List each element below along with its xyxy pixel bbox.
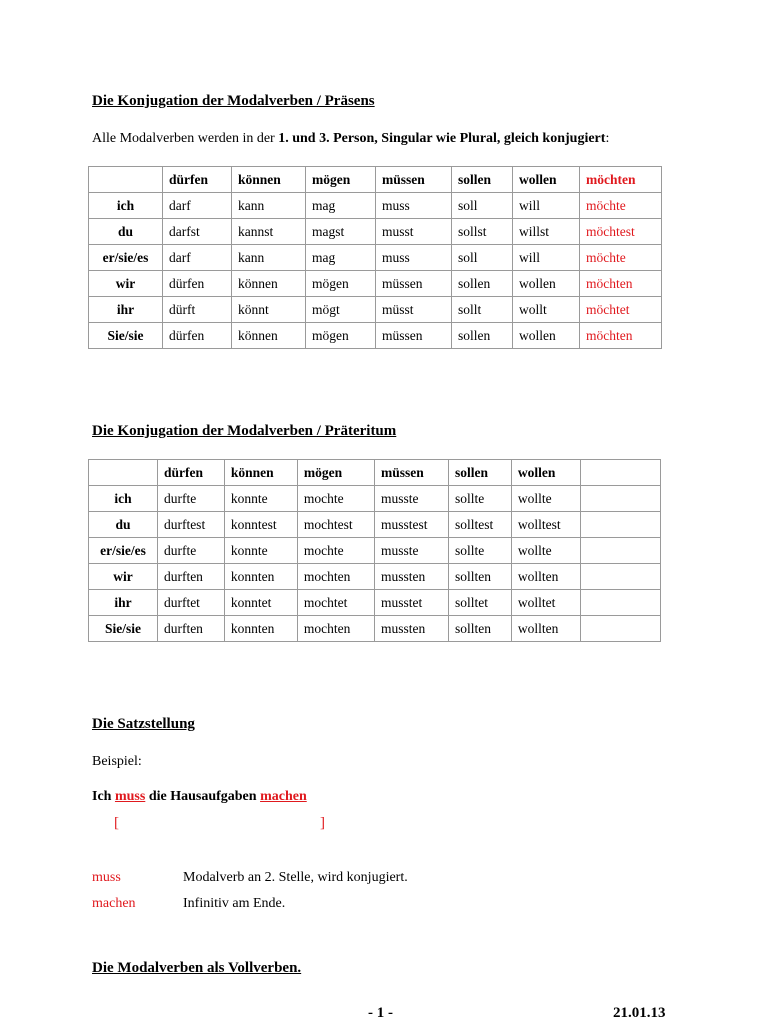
table-row <box>89 297 662 323</box>
pronoun-cell: du <box>89 512 158 538</box>
table-cell: konnte <box>224 486 297 512</box>
intro-pre: Alle Modalverben werden in der <box>92 131 279 146</box>
table-cell: sollt <box>452 297 513 323</box>
header-cell <box>89 460 158 486</box>
header-cell <box>580 460 660 486</box>
table-row <box>89 538 661 564</box>
table-cell: mögt <box>306 297 376 323</box>
table-cell: dürfen <box>163 323 232 349</box>
header-cell: müssen <box>376 167 452 193</box>
table-cell: wolltet <box>511 590 580 616</box>
table-row <box>89 486 661 512</box>
table-cell: kannst <box>232 219 306 245</box>
pronoun-cell: er/sie/es <box>89 538 158 564</box>
table-row <box>89 590 661 616</box>
note-term-muss: muss <box>92 870 121 885</box>
table-cell: mögen <box>306 271 376 297</box>
table-cell: will <box>513 245 580 271</box>
table-cell: möchtet <box>580 297 662 323</box>
table-cell: magst <box>306 219 376 245</box>
header-cell: können <box>232 167 306 193</box>
pronoun-cell: ich <box>89 193 163 219</box>
table-row <box>89 219 662 245</box>
table-cell: musste <box>374 486 448 512</box>
table-cell: musst <box>376 219 452 245</box>
table-cell: wollen <box>513 271 580 297</box>
table-row <box>89 193 662 219</box>
header-cell: wollen <box>513 167 580 193</box>
pronoun-cell: wir <box>89 564 158 590</box>
pronoun-cell: ihr <box>89 297 163 323</box>
table-cell: darf <box>163 245 232 271</box>
sentence-word-muss: muss <box>114 789 146 804</box>
table-cell: müssen <box>376 323 452 349</box>
header-cell: wollen <box>511 460 580 486</box>
header-cell: dürfen <box>157 460 224 486</box>
table-cell: sollte <box>448 486 511 512</box>
table-cell: möchtest <box>580 219 662 245</box>
table-cell: will <box>513 193 580 219</box>
table-row <box>89 616 661 642</box>
table-cell: mochtet <box>297 590 374 616</box>
table-cell: sollen <box>452 323 513 349</box>
table-cell: mussten <box>374 564 448 590</box>
header-cell: sollen <box>448 460 511 486</box>
praesens-table <box>88 166 662 349</box>
table-cell: sollen <box>452 271 513 297</box>
table-cell: konntet <box>224 590 297 616</box>
table-cell: mögen <box>306 323 376 349</box>
pronoun-cell: er/sie/es <box>89 245 163 271</box>
section-title-praeteritum: Die Konjugation der Modalverben / Präteritum <box>92 423 397 439</box>
table-cell: sollten <box>448 616 511 642</box>
intro-bold: 1. und 3. Person, Singular wie Plural, gleich konjugiert <box>278 131 606 146</box>
table-row <box>89 271 662 297</box>
header-cell: müssen <box>374 460 448 486</box>
table-cell: wollt <box>513 297 580 323</box>
table-cell: wollen <box>513 323 580 349</box>
table-cell: mochte <box>297 538 374 564</box>
table-cell: dürfen <box>163 271 232 297</box>
header-cell: sollen <box>452 167 513 193</box>
table-cell: muss <box>376 193 452 219</box>
table-cell: sollst <box>452 219 513 245</box>
example-label: Beispiel: <box>92 754 142 769</box>
table-cell: mochte <box>297 486 374 512</box>
header-cell: mögen <box>306 167 376 193</box>
table-cell: durftest <box>157 512 224 538</box>
table-cell: konntest <box>224 512 297 538</box>
table-cell: mag <box>306 245 376 271</box>
table-cell <box>580 486 660 512</box>
table-cell: mochtest <box>297 512 374 538</box>
header-cell: dürfen <box>163 167 232 193</box>
table-cell: wollten <box>511 616 580 642</box>
table-cell: mochten <box>297 616 374 642</box>
sentence-word-hausaufgaben: die Hausaufgaben <box>148 789 257 804</box>
sentence-word-machen: machen <box>260 789 307 804</box>
table-cell: wolltest <box>511 512 580 538</box>
page-number: - 1 - <box>368 1005 393 1021</box>
table-cell: durften <box>157 616 224 642</box>
table-cell: soll <box>452 245 513 271</box>
table-cell: konnten <box>224 564 297 590</box>
table-row <box>89 512 661 538</box>
table-cell: durfte <box>157 538 224 564</box>
table-cell: möchten <box>580 271 662 297</box>
table-cell: musstet <box>374 590 448 616</box>
bracket-open: [ <box>114 815 119 831</box>
note-desc-machen: Infinitiv am Ende. <box>183 896 286 911</box>
table-row <box>89 564 661 590</box>
bracket-close: ] <box>320 815 325 831</box>
table-cell: kann <box>232 245 306 271</box>
table-cell: mag <box>306 193 376 219</box>
header-cell: mögen <box>297 460 374 486</box>
table-cell: möchte <box>580 193 662 219</box>
section-title-satzstellung: Die Satzstellung <box>92 716 195 732</box>
table-cell: müsst <box>376 297 452 323</box>
pronoun-cell: du <box>89 219 163 245</box>
table-cell: kann <box>232 193 306 219</box>
intro-post: : <box>605 131 610 146</box>
sentence-word-ich: Ich <box>92 789 112 804</box>
header-cell <box>89 167 163 193</box>
table-cell: möchten <box>580 323 662 349</box>
table-cell: müssen <box>376 271 452 297</box>
pronoun-cell: Sie/sie <box>89 323 163 349</box>
table-cell: wollte <box>511 486 580 512</box>
table-cell <box>580 512 660 538</box>
section-title-praesens: Die Konjugation der Modalverben / Präsens <box>92 93 375 109</box>
table-cell: wollten <box>511 564 580 590</box>
intro-text <box>92 131 609 147</box>
table-cell: sollte <box>448 538 511 564</box>
example-sentence <box>92 789 307 805</box>
table-cell <box>580 564 660 590</box>
table-cell: musste <box>374 538 448 564</box>
table-cell: durfte <box>157 486 224 512</box>
note-desc-muss: Modalverb an 2. Stelle, wird konjugiert. <box>183 870 408 885</box>
footer-date: 21.01.13 <box>613 1005 666 1021</box>
table-cell: soll <box>452 193 513 219</box>
pronoun-cell: ich <box>89 486 158 512</box>
pronoun-cell: wir <box>89 271 163 297</box>
table-cell: durften <box>157 564 224 590</box>
pronoun-cell: Sie/sie <box>89 616 158 642</box>
table-cell: mussten <box>374 616 448 642</box>
table-cell: muss <box>376 245 452 271</box>
header-cell: möchten <box>580 167 662 193</box>
note-term-machen: machen <box>92 896 136 911</box>
pronoun-cell: ihr <box>89 590 158 616</box>
table-header-row <box>89 167 662 193</box>
table-cell: konnten <box>224 616 297 642</box>
table-cell: möchte <box>580 245 662 271</box>
header-cell: können <box>224 460 297 486</box>
table-cell <box>580 538 660 564</box>
table-cell: wollte <box>511 538 580 564</box>
table-row <box>89 245 662 271</box>
table-cell: konnte <box>224 538 297 564</box>
table-cell: darf <box>163 193 232 219</box>
table-cell: dürft <box>163 297 232 323</box>
table-cell: solltet <box>448 590 511 616</box>
table-cell: musstest <box>374 512 448 538</box>
table-header-row <box>89 460 661 486</box>
table-cell: willst <box>513 219 580 245</box>
table-cell: können <box>232 271 306 297</box>
table-cell: können <box>232 323 306 349</box>
table-row <box>89 323 662 349</box>
table-cell <box>580 590 660 616</box>
praeteritum-table <box>88 459 661 642</box>
table-cell: solltest <box>448 512 511 538</box>
table-cell: darfst <box>163 219 232 245</box>
table-cell: sollten <box>448 564 511 590</box>
section-title-vollverben: Die Modalverben als Vollverben. <box>92 960 302 976</box>
table-cell <box>580 616 660 642</box>
table-cell: mochten <box>297 564 374 590</box>
table-cell: könnt <box>232 297 306 323</box>
table-cell: durftet <box>157 590 224 616</box>
